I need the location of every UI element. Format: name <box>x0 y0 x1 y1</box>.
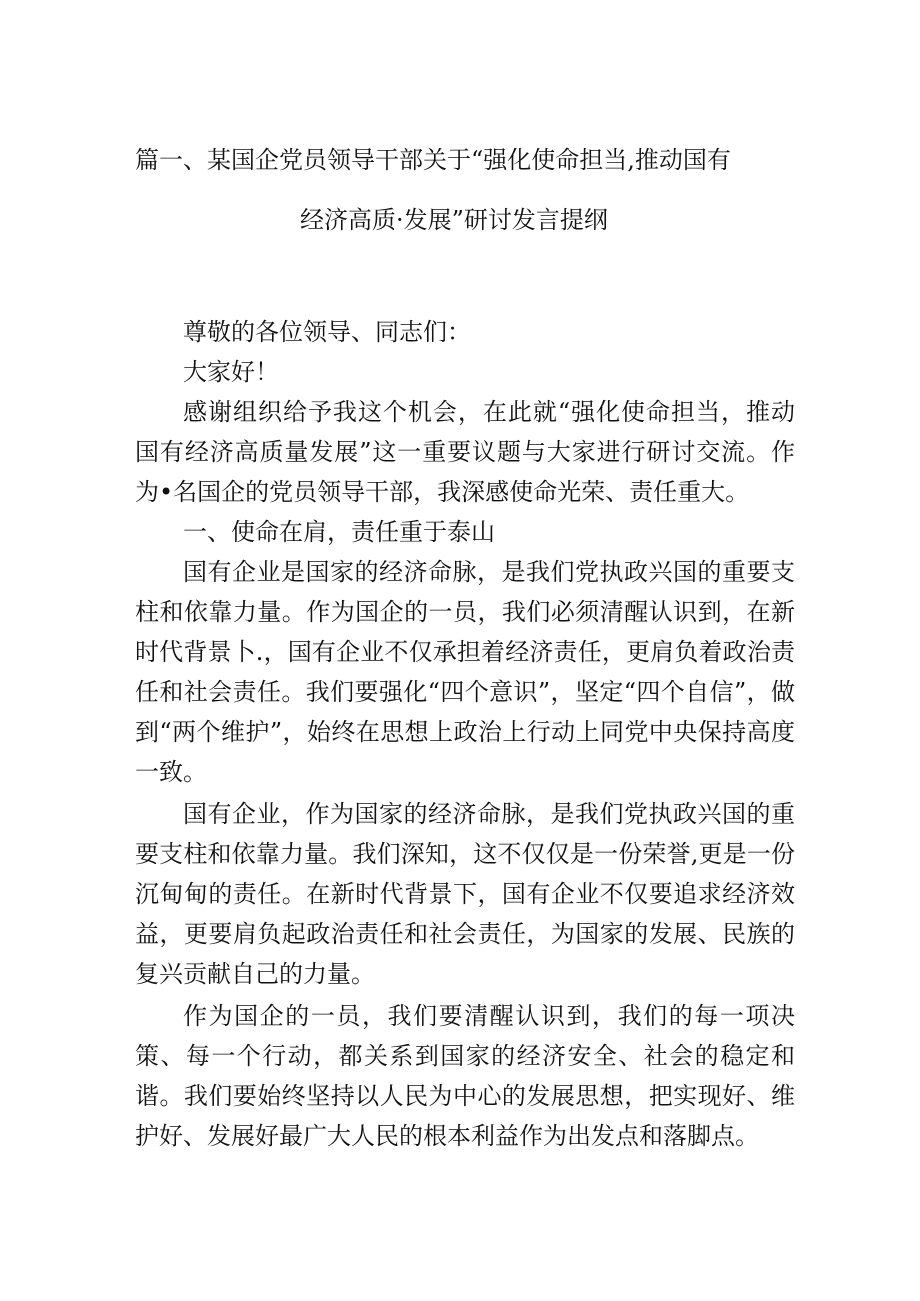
paragraph-body-2: 国有企业，作为国家的经济命脉，是我们党执政兴国的重要支柱和依靠力量。我们深知，这不仅仅是一份荣誉,更是一份沉甸甸的责任。在新时代背景下，国有企业不仅要追求经济效益，更要肩负起政治责任和社会责任，为国家的发展、民族的复兴贡献自己的力量。 <box>135 800 795 988</box>
paragraph-body-1: 国有企业是国家的经济命脉，是我们党执政兴国的重要支柱和依靠力量。作为国企的一员，我们必须清醒认识到，在新时代背景卜.，国有企业不仅承担着经济责任，更肩负着政治责任和社会责任。我们要强化“四个意识”，坚定“四个自信”，做到“两个维护”，始终在思想上政治上行动上同党中央保持高度一致。 <box>135 558 795 786</box>
document-title-line-1: 篇一、某国企党员领导干部关于“强化使命担当,推动国有 <box>135 146 731 174</box>
greeting: 大家好！ <box>183 358 279 386</box>
salutation: 尊敬的各位领导、同志们： <box>183 318 471 346</box>
section-heading-1: 一、使命在肩，责任重于泰山 <box>183 518 495 546</box>
paragraph-intro: 感谢组织给予我这个机会，在此就“强化使命担当，推动国有经济高质量发展”这一重要议题与大家进行研讨交流。作为•名国企的党员领导干部，我深感使命光荣、责任重大。 <box>135 398 795 506</box>
paragraph-body-3: 作为国企的一员，我们要清醒认识到，我们的每一项决策、每一个行动，都关系到国家的经济安全、社会的稳定和谐。我们要始终坚持以人民为中心的发展思想，把实现好、维护好、发展好最广大人民的根本利益作为出发点和落脚点。 <box>135 1002 795 1150</box>
document-title-line-2: 经济高质·发展”研讨发言提纲 <box>300 206 608 234</box>
document-body <box>135 312 795 1156</box>
